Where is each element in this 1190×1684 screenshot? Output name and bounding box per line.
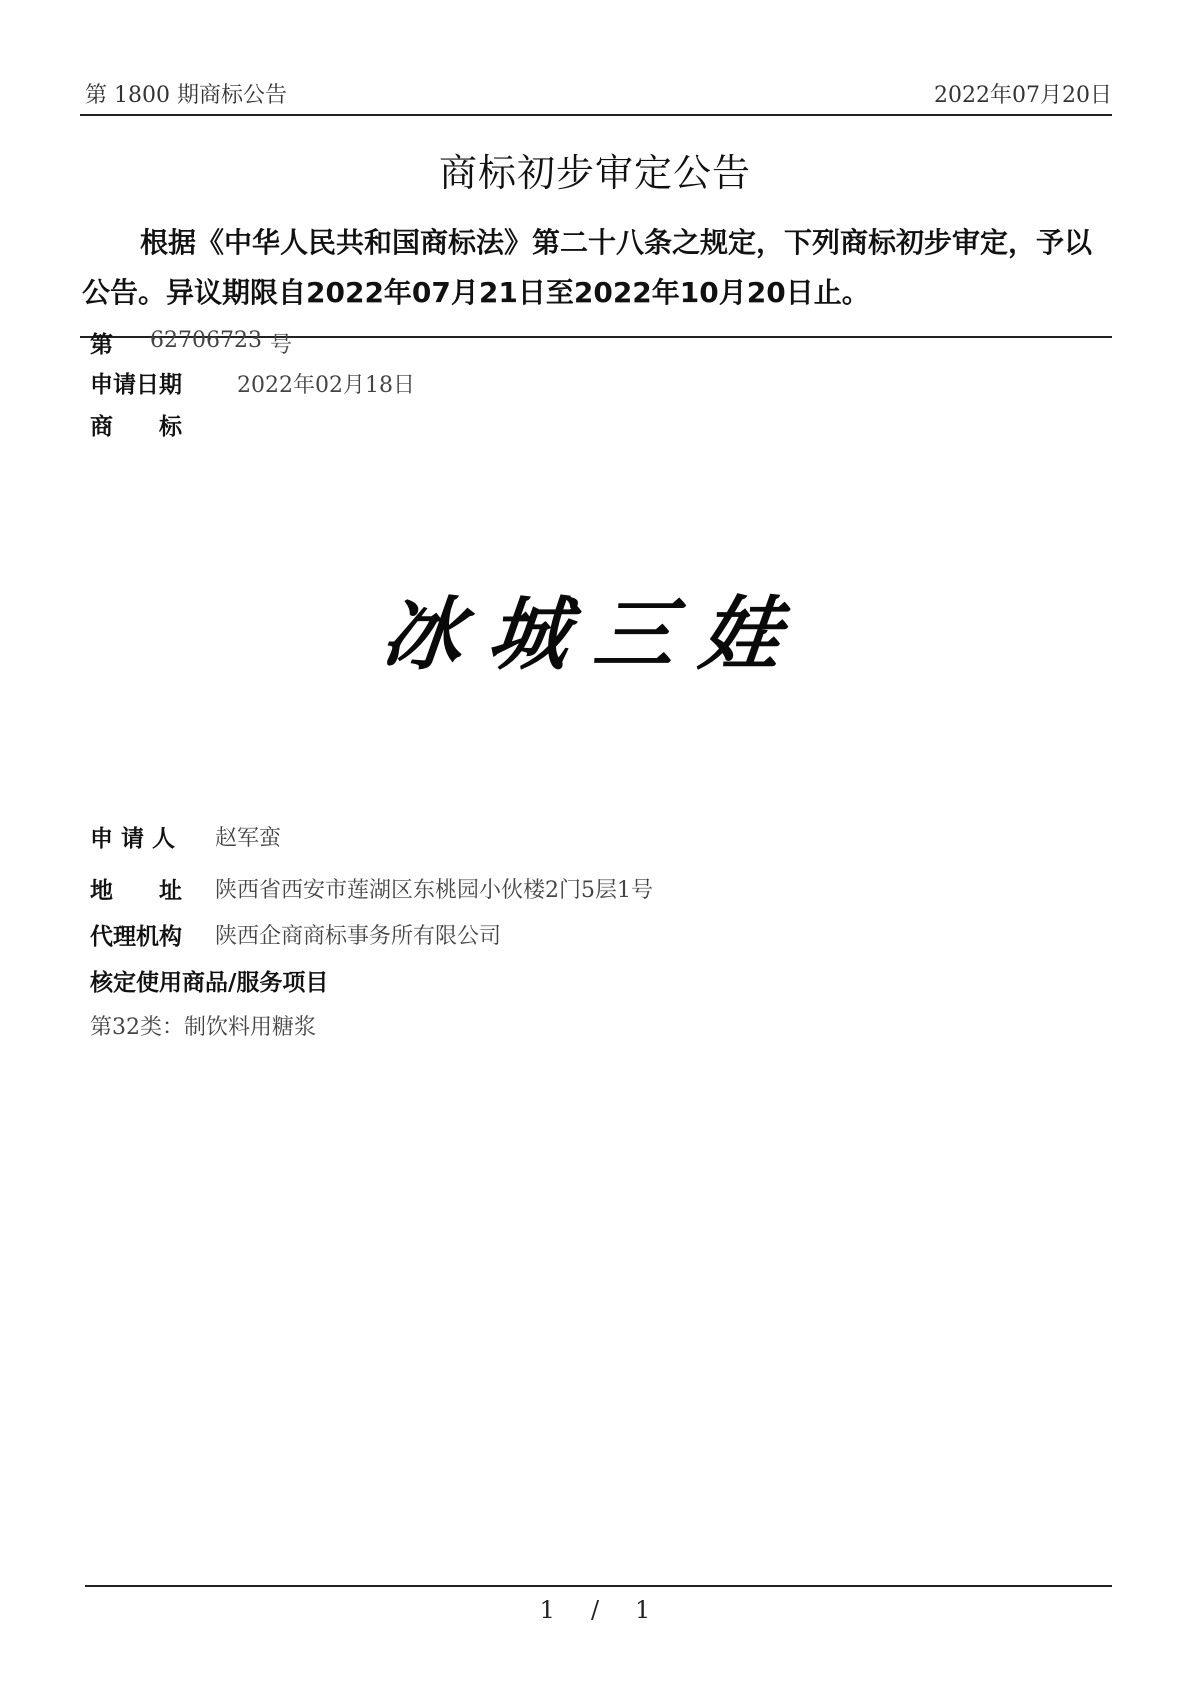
trademark-image: 冰城三娃 [377,587,812,681]
agent-label: 代理机构 [90,924,182,950]
applicant-label: 申 请 人 [90,826,176,852]
page-total: 1 [635,1596,651,1624]
issue-number: 第 1800 期商标公告 [85,83,287,108]
page-separator: / [590,1596,600,1624]
page-title: 商标初步审定公告 [438,151,751,195]
number-suffix-label: 号 [270,333,293,358]
application-date-value: 2022年02月18日 [237,373,415,398]
application-date-label: 申请日期 [90,372,182,398]
header-divider [80,114,1112,116]
footer-divider [85,1585,1112,1587]
applicant-value: 赵军蛮 [215,826,282,851]
page-current: 1 [539,1596,555,1624]
address-value: 陕西省西安市莲湖区东桃园小伙楼2门5层1号 [215,878,653,903]
number-prefix-label: 第 [90,332,113,358]
registration-number: 62706723 [150,328,262,353]
page-number [0,1596,1190,1624]
agent-value: 陕西企商商标事务所有限公司 [215,924,502,949]
intro-paragraph: 根据《中华人民共和国商标法》第二十八条之规定，下列商标初步审定，予以公告。异议期限自2022年07月21日至2022年10月20日止。 [82,226,1093,309]
goods-services-value: 第32类：制饮料用糖浆 [90,1015,316,1040]
trademark-label: 商 标 [90,414,182,440]
goods-services-label: 核定使用商品/服务项目 [90,970,329,996]
issue-date: 2022年07月20日 [934,83,1112,108]
address-label: 地 址 [90,878,182,904]
